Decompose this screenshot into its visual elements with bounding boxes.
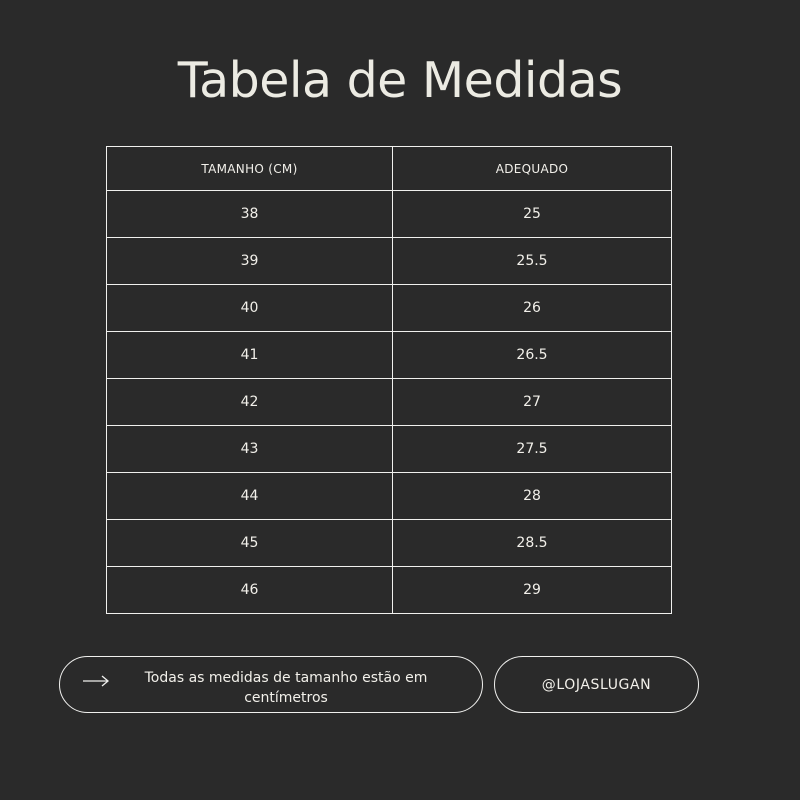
table-cell-fit: 26.5: [393, 332, 672, 379]
table-row: [107, 332, 672, 379]
table-cell-size: 46: [107, 567, 393, 614]
column-header-size: TAMANHO (CM): [107, 147, 393, 191]
table-cell-fit: 28.5: [393, 520, 672, 567]
table-row: [107, 520, 672, 567]
table-row: [107, 567, 672, 614]
arrow-right-icon: [82, 673, 110, 689]
table-row: [107, 379, 672, 426]
table-cell-size: 41: [107, 332, 393, 379]
table-header-row: [107, 147, 672, 191]
column-header-fit: ADEQUADO: [393, 147, 672, 191]
measurement-note-text: Todas as medidas de tamanho estão em centímetros: [144, 670, 428, 706]
table-cell-fit: 28: [393, 473, 672, 520]
table-cell-fit: 27: [393, 379, 672, 426]
table-cell-fit: 25: [393, 191, 672, 238]
social-handle-text: @LOJASLUGAN: [541, 676, 652, 693]
table-cell-size: 40: [107, 285, 393, 332]
table-cell-size: 44: [107, 473, 393, 520]
table-cell-fit: 27.5: [393, 426, 672, 473]
table-row: [107, 191, 672, 238]
table-cell-size: 39: [107, 238, 393, 285]
table-row: [107, 473, 672, 520]
measurement-note-pill: [59, 656, 483, 713]
table-cell-size: 45: [107, 520, 393, 567]
table-cell-size: 38: [107, 191, 393, 238]
social-handle-pill: [494, 656, 699, 713]
table-cell-fit: 29: [393, 567, 672, 614]
size-table: [106, 146, 672, 614]
table-cell-size: 43: [107, 426, 393, 473]
table-row: [107, 285, 672, 332]
table-row: [107, 238, 672, 285]
table-cell-fit: 26: [393, 285, 672, 332]
table-row: [107, 426, 672, 473]
table-cell-size: 42: [107, 379, 393, 426]
table-cell-fit: 25.5: [393, 238, 672, 285]
page-title: Tabela de Medidas: [177, 52, 623, 109]
